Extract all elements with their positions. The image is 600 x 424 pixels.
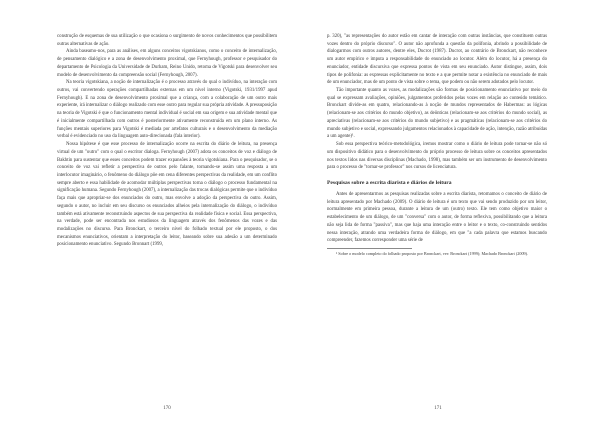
paragraph: Na teoria vigotskiana, a noção de internalização é o processo através do qual o indivíduo, na interação com outros, vai convertendo operações compartilhadas externas em um nível interno (Vigotski, 1931/1997 apud Fernyhough). E na zona de desenvolvimento proximal que a criança, com a colaboração de um outro mais experiente, irá internalizar o diálogo realizado com esse outro para regular sua própria atividade. A pressuposição na teoria de Vigotski é que o funcionamento mental individual é social em sua origem e sua atividade mental que é inicialmente compartilhada com outros é posteriormente ativamente reconstruída em um plano interno. As funções mentais superiores para Vigotski é mediada por artefatos culturais e o desenvolvimento da mediação verbal é evidenciado no uso da linguagem auto-direcionada (fala interior).	[57, 80, 277, 140]
section-heading: Pesquisas sobre a escrita diarista e diários de leitura	[327, 179, 452, 186]
left-page-body	[57, 33, 277, 249]
paragraph: Ainda baseamo-nos, para as análises, em alguns conceitos vigotskianos, como o conceito de internalização, de pensamento dialógico e a zona de desenvolvimento proximal, que Fernyhough, professor e pesquisador do departamento de Psicologia da Universidade de Durham, Reino Unido, retoma de Vigotski para desenvolver seu modelo de desenvolvimento da compreensão social (Fernyhough, 2007).	[57, 49, 277, 78]
paragraph: p. 320), "as representações do autor estão em cantar de interação com outras instâncias, que constituem outras vozes dentro do próprio discurso". O autor não aprofunda a questão da polifonia, abrindo a possibilidade de dialogarmos com outros autores, dentre eles, Ducrot (1987). Ducrot, ao contrário de Bronckart, não reconhece um autor empírico e imputa a responsabilidade do enunciado ao locutor. Além do locutor, há a presença do enunciador, entidade discursiva que expressa pontos de vista em seu enunciado. Autor distingue, assim, dois tipos de polifonia: as expressas explicitamente no texto e a que permite notar a existência no enunciado de mais de um enunciador, mas de um ponto de vista sobre o tema, que podem ou não serem adotados pelo locutor.	[327, 34, 547, 86]
right-page-body	[327, 33, 547, 257]
paragraph: Sob essa perspectiva teórico-metodológica, iremos mostrar como o diário de leitura pode tornar-se não só um dispositivo didático para o desenvolvimento do próprio processo de leitura sobre os conceitos apresentados nos textos lidos nas diversas disciplinas (Machado, 1998), mas também ser um instrumento de desenvolvimento para o processo de "tornar-se professor" nos cursos de licenciatura.	[327, 142, 547, 171]
footnote: ¹ Sobre o modelo completo do folhado proposto por Bronckart, ver: Bronckart (1999); Machado Bronckart (2009).	[336, 250, 529, 256]
paragraph: construção de esquemas de sua utilização o que ocasiona o surgimento de novos conhecimentos que possibilitem outras alternativas de ação.	[57, 34, 277, 47]
right-page	[300, 0, 600, 424]
paragraph: Nossa hipótese é que esse processo de internalização ocorre na escrita do diário de leitura, na presença virtual de um "outro" com o qual o escritor dialoga. Fernyhough (2007) adota os conceitos de voz e diálogo de Bakhtin para sustentar que esses conceitos podem trazer expansões à teoria vigotskiana. Para o pesquisador, se o conceito de voz vai refletir a perspectiva de outros pelo falante, tornando-se assim uma resposta a um interlocutor imaginário, o fenômeno do diálogo pôe em cena diferentes perspectivas da realidade, em um conflito sempre aberto e essa habilidade de acomodar múltiplas perspectivas torna o diálogo o processo fundamental na significação humana. Segundo Fernyhough (2007), a internalização das trocas dialógicas permite que o indivíduo faça mais que apropriar-se dos enunciados do outro, mas envolve a adoção da perspectiva do outro. Assim, segundo o autor, no incluir em seu discurso os enunciados alheios pela internalização do diálogo, o indivíduo também está ativamente reconstruindo aspectos de sua perspectiva da realidade física e social. Essa perspectiva, na verdade, pode ser encontrada nos estudiosos da linguagem através dos fenômenos das vozes e das modalizações no discurso. Para Bronckart, o terceiro nível do folhado textual por ele proposto, o dos mecanismos enunciativos, orientam a interpretação do leitor, baseando sobre sua adesão a um determinado posicionamento enunciativo. Segundo Bronnart (1999,	[57, 142, 277, 248]
paragraph: Tão importante quanto as vozes, as modalizações são formas de posicionamento enunciativo por meio do qual se expressam avaliações, opiniões, julgamentos proferidos pelas vozes em relação ao conteúdo temático. Bronckart divide-as em quatro, relacionando-as à noção de mundos representados de Habermas: as lógicas (relacionam-se aos critérios do mundo objetivo), as deônticas (relacionam-se aos critérios do mundo social), as apreciativas (relacionam-se aos critérios do mundo subjetivo) e as pragmáticas (relacionam-se aos critérios do mundo subjetivo e social, expressando julgamentos relacionados à capacidade de ação, intenção, razão atribuídas a um agente)¹.	[327, 88, 547, 140]
paragraph: Antes de apresentarmos as pesquisas realizadas sobre a escrita diarista, retomamos o conceito de diário de leitura apresentado por Machado (2009). O diário de leitura é um texto que vai sendo produzido por um leitor, normalmente em primeira pessoa, durante a leitura de um (outro) texto. Ele tem como objetivo maior o estabelecimento de um diálogo, de um "conversa" com o autor, de forma reflexiva, possibilitando que a leitura não seja lida de forma "passiva", mas que haja uma interação entre o leitor e o texto, co-construindo sentidos nessa interação, atrando uma verdadeira forma de diálogo, em que "a cada palavra que estamos buscando compreender, fazemos corresponder uma série de	[327, 191, 547, 244]
page-number: 170	[163, 406, 171, 411]
page-number: 171	[434, 406, 442, 411]
